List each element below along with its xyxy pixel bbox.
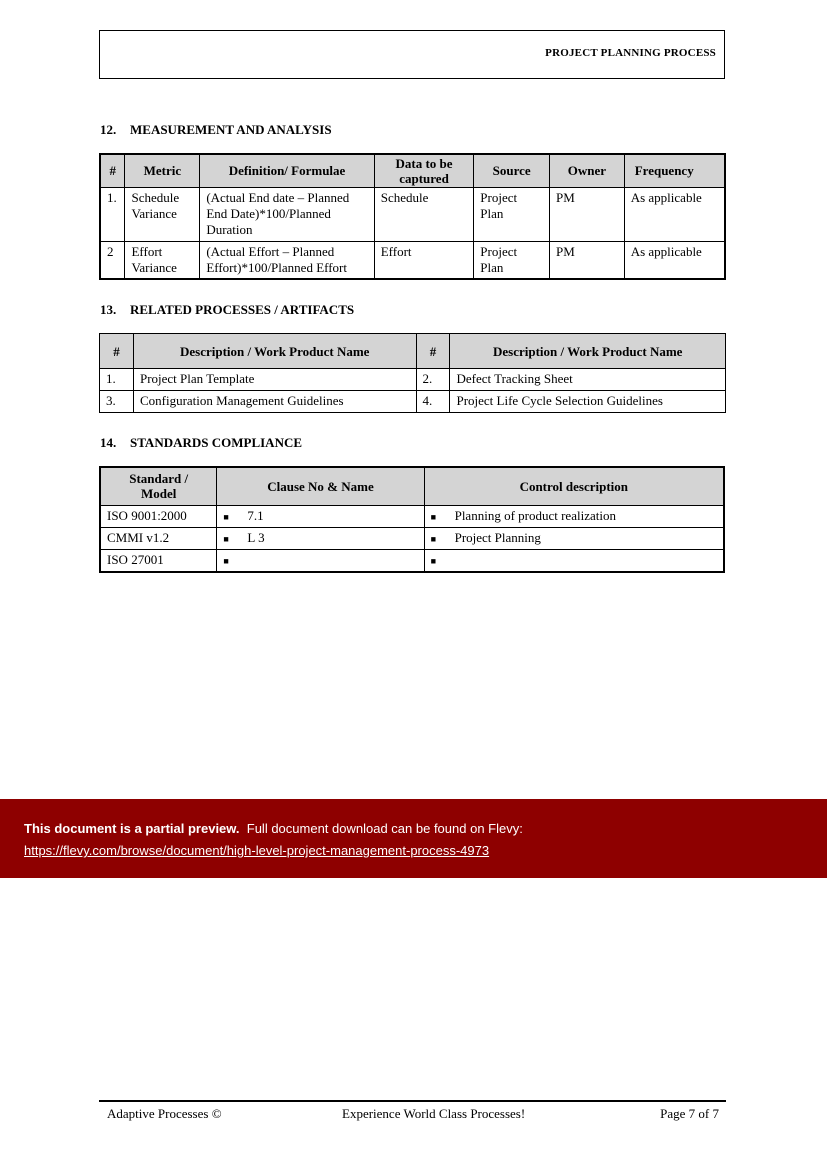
table-cell: 2.	[416, 369, 450, 391]
section-title: MEASUREMENT AND ANALYSIS	[130, 122, 332, 137]
table-cell: 2	[100, 241, 125, 279]
table-cell: 3.	[100, 391, 134, 413]
table-cell: 1.	[100, 187, 125, 241]
table-cell	[424, 527, 724, 549]
table-cell: Schedule	[374, 187, 474, 241]
artifacts-table	[99, 333, 726, 413]
bullet-icon: ■	[223, 511, 229, 522]
table-header-row	[100, 334, 726, 369]
banner-text: Full document download can be found on Flevy:	[246, 821, 523, 836]
banner-bold-text: This document is a partial preview.	[24, 821, 240, 836]
table-cell: Project Plan	[474, 241, 550, 279]
table-row	[100, 505, 724, 527]
table-cell: PM	[550, 241, 625, 279]
bullet-icon: ■	[223, 555, 229, 566]
column-header: #	[416, 334, 450, 369]
column-header: Description / Work Product Name	[450, 334, 726, 369]
column-header: Standard / Model	[100, 467, 217, 505]
table-header-row	[100, 154, 725, 187]
column-header: Frequency	[624, 154, 725, 187]
table-cell: Project Plan	[474, 187, 550, 241]
bullet-icon: ■	[430, 511, 437, 522]
control-text: Project Planning	[454, 529, 541, 545]
table-cell: ISO 9001:2000	[100, 505, 217, 527]
table-row	[100, 187, 725, 241]
table-row	[100, 549, 724, 572]
table-row	[100, 527, 724, 549]
section-12-heading	[100, 122, 332, 138]
table-cell: (Actual Effort – Planned Effort)*100/Planned Effort	[200, 241, 374, 279]
column-header: Source	[474, 154, 550, 187]
footer-left: Adaptive Processes ©	[107, 1106, 222, 1121]
header-title: PROJECT PLANNING PROCESS	[545, 47, 716, 59]
column-header: Description / Work Product Name	[133, 334, 416, 369]
section-title: RELATED PROCESSES / ARTIFACTS	[130, 302, 355, 317]
column-header: Metric	[125, 154, 200, 187]
table-cell	[217, 505, 424, 527]
clause-text: L 3	[247, 529, 265, 545]
banner-message	[24, 821, 523, 836]
table-cell	[424, 549, 724, 572]
table-cell: (Actual End date – Planned End Date)*100/Planned Duration	[200, 187, 374, 241]
section-title: STANDARDS COMPLIANCE	[130, 435, 303, 450]
table-row	[100, 391, 726, 413]
table-cell: Effort	[374, 241, 474, 279]
table-cell: Defect Tracking Sheet	[450, 369, 726, 391]
column-header: Owner	[550, 154, 625, 187]
column-header: Definition/ Formulae	[200, 154, 374, 187]
column-header: Data to be captured	[374, 154, 474, 187]
column-header: Clause No & Name	[217, 467, 424, 505]
table-cell: As applicable	[624, 241, 725, 279]
table-cell: Configuration Management Guidelines	[133, 391, 416, 413]
column-header: #	[100, 154, 125, 187]
bullet-icon: ■	[430, 533, 437, 544]
table-cell: Project Life Cycle Selection Guidelines	[450, 391, 726, 413]
download-link[interactable]: https://flevy.com/browse/document/high-level-project-management-process-4973	[24, 843, 490, 858]
column-header: Control description	[424, 467, 724, 505]
bullet-icon: ■	[430, 555, 437, 566]
bullet-icon: ■	[223, 533, 229, 544]
table-cell: Effort Variance	[125, 241, 200, 279]
table-cell: 4.	[416, 391, 450, 413]
table-cell: Project Plan Template	[133, 369, 416, 391]
table-cell: As applicable	[624, 187, 725, 241]
table-cell: Schedule Variance	[125, 187, 200, 241]
footer-center: Experience World Class Processes!	[342, 1106, 526, 1121]
table-cell: CMMI v1.2	[100, 527, 217, 549]
section-number: 13.	[100, 302, 117, 317]
table-cell	[424, 505, 724, 527]
table-cell: ISO 27001	[100, 549, 217, 572]
page-number: Page 7 of 7	[660, 1106, 719, 1121]
table-cell: PM	[550, 187, 625, 241]
section-number: 12.	[100, 122, 117, 137]
standards-table	[99, 466, 725, 573]
control-text: Planning of product realization	[454, 507, 616, 523]
table-cell	[217, 527, 424, 549]
table-header-row	[100, 467, 724, 505]
page-header	[99, 30, 725, 79]
section-14-heading	[100, 435, 302, 451]
column-header: #	[100, 334, 134, 369]
table-cell	[217, 549, 424, 572]
table-row	[100, 369, 726, 391]
measurement-table	[99, 153, 726, 280]
section-13-heading	[100, 302, 354, 318]
footer-divider	[99, 1100, 726, 1102]
clause-text: 7.1	[247, 507, 264, 523]
table-row	[100, 241, 725, 279]
section-number: 14.	[100, 435, 117, 450]
preview-banner	[0, 799, 827, 878]
table-cell: 1.	[100, 369, 134, 391]
